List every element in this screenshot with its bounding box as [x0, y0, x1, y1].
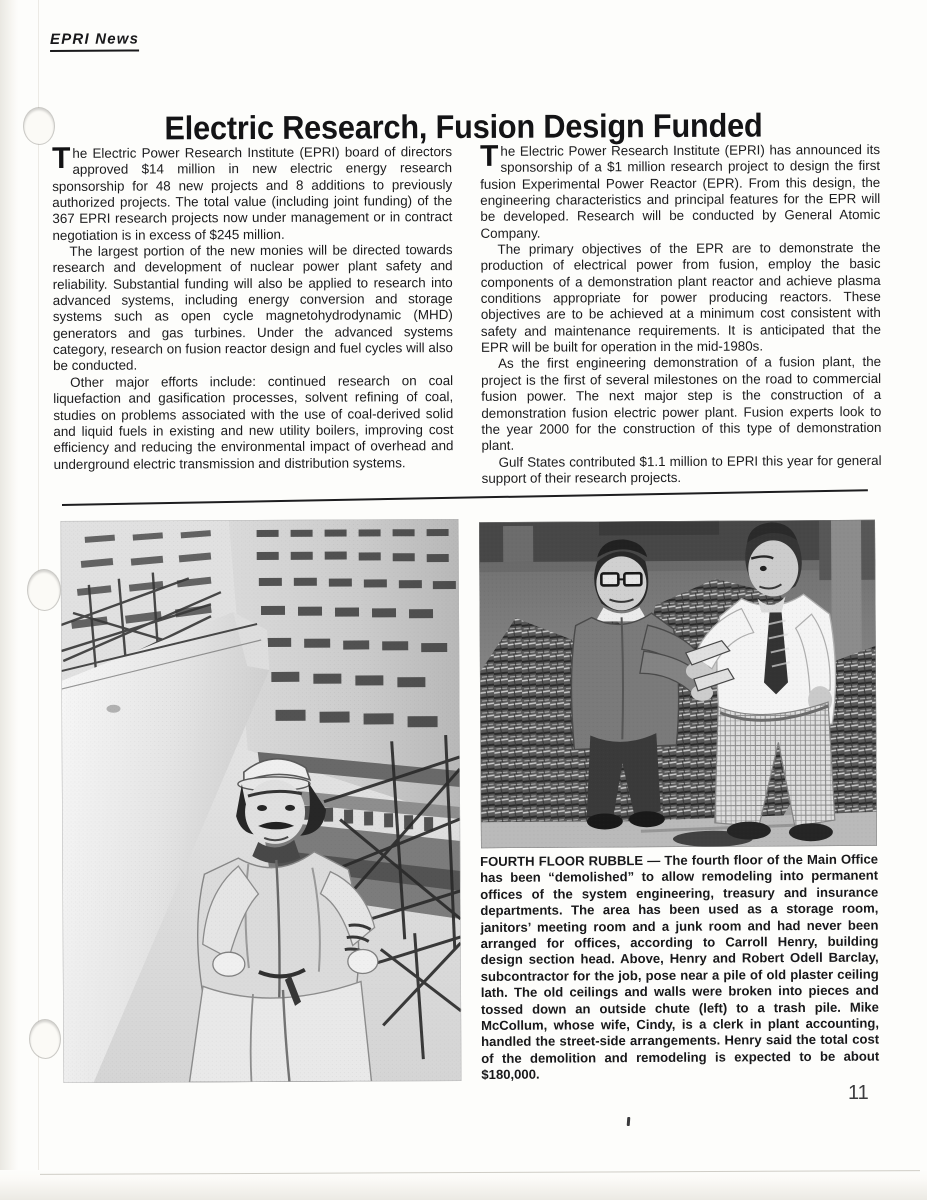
page-title: Electric Research, Fusion Design Funded — [164, 106, 763, 147]
demolition-chute-worker-photo — [61, 519, 462, 1083]
scan-speck-artifact — [627, 1117, 631, 1126]
left-paragraph-1 — [51, 141, 453, 244]
fourth-floor-rubble-photo — [479, 520, 877, 848]
photo-caption — [480, 852, 879, 1084]
page-number: 11 — [848, 1082, 869, 1104]
right-column — [479, 139, 882, 487]
drop-cap-left: T — [51, 141, 71, 175]
right-paragraph-4: Gulf States contributed $1.1 million to EPRI this year for general support of their research projects. — [481, 452, 882, 486]
right-paragraph-3: As the first engineering demonstration of a fusion plant, the project is the first of several milestones on the road to commercial fusion power. The next major step is the construction of a demonstration fusion electric power plant. Fusion experts look to the year 2000 for the construction of this type of demonstration plant. — [481, 354, 882, 454]
left-column — [51, 141, 454, 489]
right-paragraph-1 — [479, 139, 881, 242]
left-paragraph-2: The largest portion of the new monies will be directed towards research and development of nuclear power plant safety and reliability. Substantial funding will also be applied to research into advanced systems, including energy conversion and storage systems such as open cycle magnetohydrodynamic (MHD) generators and gas turbines. Under the advanced systems category, research on fusion reactor design and fuel cycles will also be conducted. — [52, 242, 454, 374]
page-bottom-scan-edge — [0, 1170, 927, 1200]
drop-cap-right: T — [479, 139, 499, 173]
left-paragraph-3: Other major efforts include: continued research on coal liquefaction and gasification processes, solvent refining of coal, studies on problems associated with the use of coal-derived solid and liquid fuels in existing and new utility boilers, improving cost efficiency and reducing the environmental impact of overhead and underground electric transmission and distribution systems. — [53, 372, 454, 472]
running-head: EPRI News — [50, 30, 139, 52]
right-paragraph-2: The primary objectives of the EPR are to demonstrate the production of electrical power from fusion, employ the basic components of a demonstration plant reactor and achieve plasma conditions appropriate for power producing reactors. These objectives are to be achieved at a minimum cost consistent with safety and maintenance requirements. It is anticipated that the EPR will be built for operation in the mid-1980s. — [480, 240, 881, 356]
hole-punch-icon — [30, 1020, 60, 1058]
hole-punch-icon — [28, 570, 60, 610]
page-left-scan-edge — [0, 0, 18, 1200]
caption-body: The fourth floor of the Main Office has been “demolished” to allow remodeling into permanent offices of the system engineering, treasury and insurance departments. The area has been used as a storage room, janitors’ meeting room and a junk room and had never been arranged for offices, according to Carroll Henry, building design section head. Above, Henry and Robert Odell Barclay, subcontractor for the job, pose near a pile of old plaster ceiling lath. The old ceilings and walls were broken into pieces and tossed down an outside chute (left) to a trash pile. Mike McCollum, whose wife, Cindy, is a clerk in plant accounting, handled the street-side arrangements. Henry said the total cost of the demolition and remodeling is expected to be about $180,000. — [480, 851, 880, 1083]
left-paragraph-1-text: he Electric Power Research Institute (EPRI) board of directors approved $14 million in new electric energy research sponsorship for 48 new projects and 8 additions to previously authorized projects. The total value (including joint funding) of the 367 EPRI research projects now under management or in contract negotiation is in excess of $245 million. — [52, 144, 453, 243]
caption-lede: FOURTH FLOOR RUBBLE — — [480, 852, 665, 869]
right-paragraph-1-text: he Electric Power Research Institute (EPRI) has announced its sponsorship of a $1 million research project to design the first fusion Experimental Power Reactor (EPR). From this design, the engineering characteristics and principal features for the EPR will be developed. Research will be conducted by General Atomic Company. — [480, 141, 881, 241]
article-body — [51, 139, 882, 489]
section-divider-rule — [62, 489, 868, 506]
